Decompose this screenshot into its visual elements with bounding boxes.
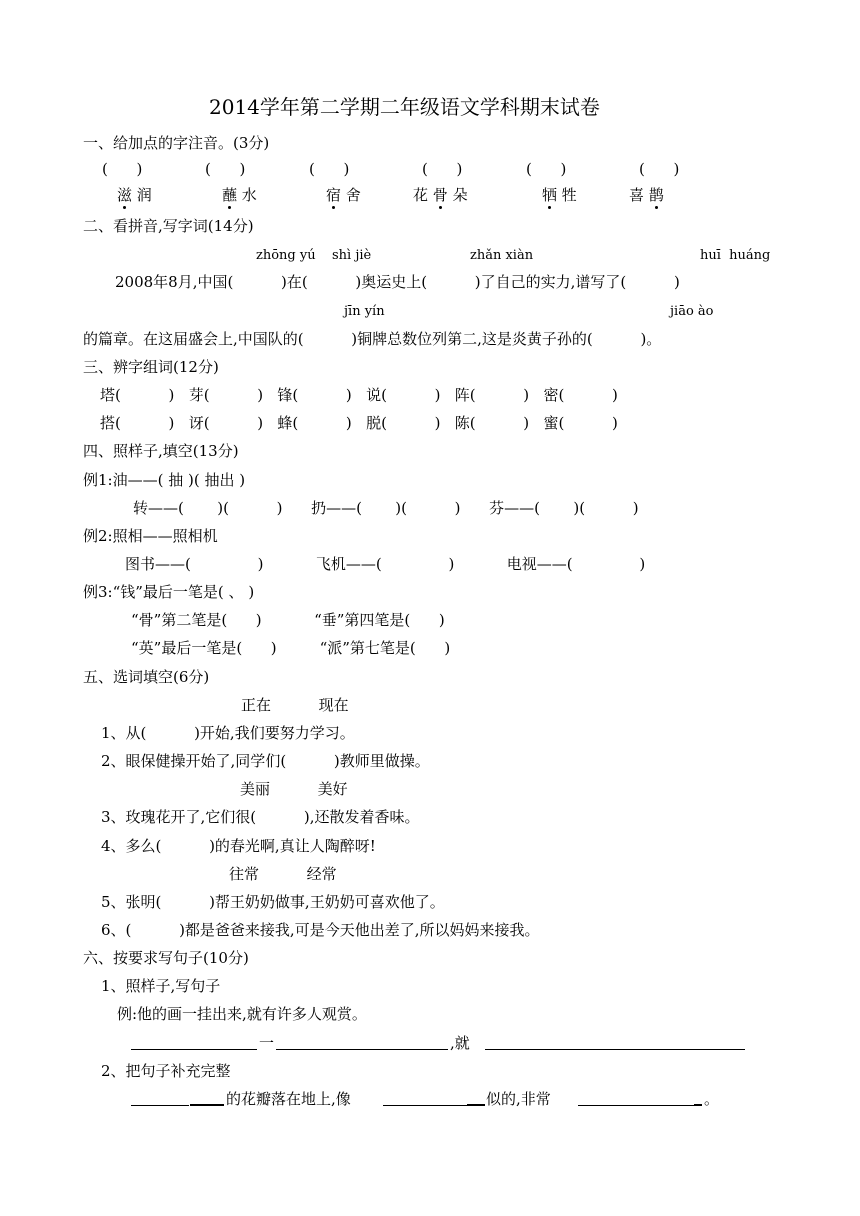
pinyin-label: shì jiè: [332, 248, 372, 263]
pinyin-label: jiāo ào: [670, 304, 714, 319]
pinyin-word: 花 骨 朵: [413, 186, 468, 204]
section-2-heading: 二、看拼音,写字词(14分): [83, 217, 254, 235]
dotted-char: 骨: [432, 186, 448, 204]
blank-connector: 一: [259, 1034, 275, 1052]
answer-bracket[interactable]: ( ): [639, 160, 680, 178]
answer-blank[interactable]: [467, 1104, 485, 1106]
sentence-end: 。: [704, 1090, 720, 1108]
fill-row[interactable]: “英”最后一笔是( ) “派”第七笔是( ): [131, 639, 451, 657]
pinyin-word: 牺 牲: [542, 186, 577, 204]
word-choice-pair: 正在 现在: [241, 696, 349, 714]
example-sentence: 例:他的画一挂出来,就有许多人观赏。: [117, 1005, 367, 1023]
sub-question: 2、把句子补充完整: [101, 1062, 231, 1080]
section-6-heading: 六、按要求写句子(10分): [83, 949, 249, 967]
pinyin-label: zhǎn xiàn: [470, 248, 534, 263]
fill-row[interactable]: 图书——( ) 飞机——( ) 电视——( ): [125, 555, 646, 573]
fill-sentence[interactable]: 5、张明( )帮王奶奶做事,王奶奶可喜欢他了。: [101, 893, 445, 911]
dotted-char: 滋: [117, 186, 133, 204]
answer-blank[interactable]: [131, 1049, 257, 1050]
fill-sentence[interactable]: 2、眼保健操开始了,同学们( )教师里做操。: [101, 752, 430, 770]
dotted-char: 蘸: [222, 186, 238, 204]
answer-blank[interactable]: [485, 1049, 745, 1050]
answer-bracket[interactable]: ( ): [205, 160, 246, 178]
page-title: 2014学年第二学期二年级语文学科期末试卷: [209, 95, 600, 119]
word-choice-pair: 美丽 美好: [240, 780, 348, 798]
pinyin-label: jīn yín: [344, 304, 385, 319]
pinyin-word: 宿 舍: [326, 186, 361, 204]
answer-blank[interactable]: [190, 1104, 224, 1106]
pinyin-word: 滋 润: [117, 186, 152, 204]
word-choice-pair: 往常 经常: [229, 865, 337, 883]
char-compare-row[interactable]: 搭( ) 讶( ) 蜂( ) 脱( ) 陈( ) 蜜( ): [100, 414, 618, 432]
section-5-heading: 五、选词填空(6分): [83, 668, 210, 686]
blank-connector: 似的,非常: [486, 1090, 551, 1108]
fill-sentence[interactable]: 2008年8月,中国( )在( )奥运史上( )了自己的实力,谱写了( ): [115, 273, 680, 291]
fill-sentence[interactable]: 1、从( )开始,我们要努力学习。: [101, 724, 355, 742]
answer-blank[interactable]: [383, 1105, 467, 1106]
fill-sentence[interactable]: 6、( )都是爸爸来接我,可是今天他出差了,所以妈妈来接我。: [101, 921, 540, 939]
pinyin-word: 喜 鹊: [629, 186, 664, 204]
pinyin-label: huī huáng: [700, 248, 771, 263]
example-line: 例1:油——( 抽 )( 抽出 ): [83, 471, 246, 489]
answer-blank[interactable]: [276, 1049, 448, 1050]
answer-bracket[interactable]: ( ): [422, 160, 463, 178]
answer-blank[interactable]: [131, 1105, 189, 1106]
fill-row[interactable]: “骨”第二笔是( ) “垂”第四笔是( ): [131, 611, 445, 629]
sub-question: 1、照样子,写句子: [101, 977, 221, 995]
answer-bracket[interactable]: ( ): [102, 160, 143, 178]
fill-sentence[interactable]: 4、多么( )的春光啊,真让人陶醉呀!: [101, 837, 376, 855]
pinyin-word: 蘸 水: [222, 186, 257, 204]
blank-connector: ,就: [450, 1034, 470, 1052]
example-line: 例3:“钱”最后一笔是( 、 ): [83, 583, 255, 601]
fill-sentence[interactable]: 的篇章。在这届盛会上,中国队的( )铜牌总数位列第二,这是炎黄子孙的( )。: [83, 330, 662, 348]
answer-bracket[interactable]: ( ): [309, 160, 350, 178]
char-compare-row[interactable]: 塔( ) 芽( ) 锋( ) 说( ) 阵( ) 密( ): [100, 386, 618, 404]
dotted-char: 鹊: [648, 186, 664, 204]
section-1-heading: 一、给加点的字注音。(3分): [83, 134, 270, 152]
fill-sentence[interactable]: 3、玫瑰花开了,它们很( ),还散发着香味。: [101, 808, 420, 826]
blank-connector: 的花瓣落在地上,像: [226, 1090, 351, 1108]
fill-row[interactable]: 转——( )( ) 扔——( )( ) 芬——( )( ): [133, 499, 639, 517]
section-3-heading: 三、辨字组词(12分): [83, 358, 219, 376]
dotted-char: 宿: [326, 186, 342, 204]
answer-blank[interactable]: [578, 1105, 694, 1106]
dotted-char: 牺: [542, 186, 558, 204]
answer-blank[interactable]: [694, 1104, 702, 1106]
example-line: 例2:照相——照相机: [83, 527, 218, 545]
section-4-heading: 四、照样子,填空(13分): [83, 442, 239, 460]
pinyin-label: zhōng yú: [256, 248, 316, 263]
answer-bracket[interactable]: ( ): [526, 160, 567, 178]
